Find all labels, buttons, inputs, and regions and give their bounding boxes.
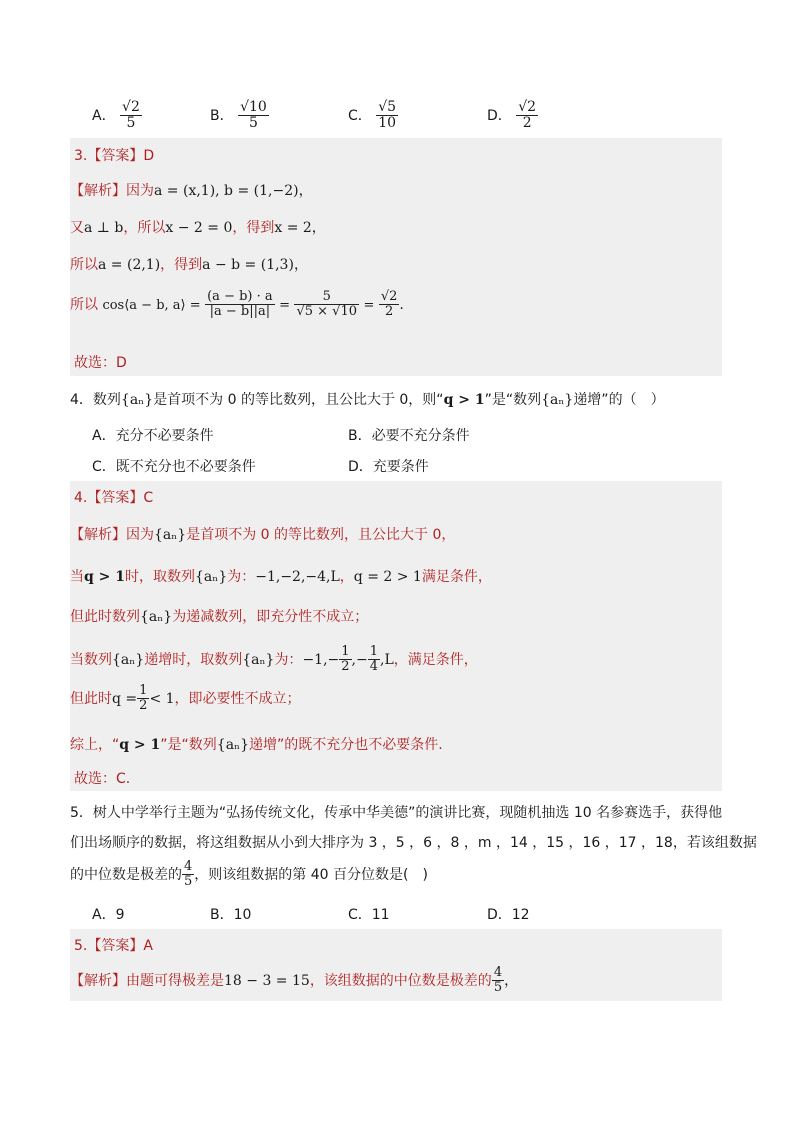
value-fraction (294, 290, 359, 320)
math: x = 2 (274, 220, 312, 236)
fraction-denominator: 2 (384, 304, 394, 320)
q5-answer: 5.【答案】A (74, 938, 153, 954)
math: q = 2 > 1 (353, 569, 422, 585)
math: {aₙ} (154, 527, 187, 543)
text: 为： (274, 651, 303, 668)
fraction-four-fifths (182, 860, 194, 890)
fraction-denominator: 10 (378, 115, 397, 132)
fraction-denominator: 5 (184, 874, 193, 890)
text: 综上，“ (70, 737, 120, 753)
cos-fraction (205, 290, 275, 320)
math: q > 1 (443, 392, 485, 408)
q2-option-b (210, 100, 269, 132)
math: a = (x,1), b = (1,−2) (154, 183, 299, 199)
q5-option-c: C．11 (348, 907, 390, 923)
math: = (279, 297, 290, 313)
text: 为递减数列，即充分性不成立； (172, 609, 369, 625)
text: 时，取数列 (125, 569, 196, 585)
fraction-denominator: 2 (522, 115, 532, 132)
text: 为： (227, 569, 256, 585)
text: 但此时 (70, 690, 112, 707)
text: 满足条件， (421, 569, 492, 585)
fraction-half (137, 684, 149, 714)
fraction-numerator: √10 (240, 99, 267, 115)
fraction-denominator: 5 (248, 115, 258, 132)
math: {aₙ} (541, 392, 574, 408)
text: ， (298, 183, 313, 199)
option-fraction (376, 100, 398, 132)
fraction-numerator: 5 (294, 290, 359, 305)
q2-option-d (487, 100, 538, 132)
q4-line-1 (70, 524, 455, 544)
fraction-denominator: |a − b||a| (209, 304, 271, 320)
option-fraction (238, 100, 269, 132)
option-label: A． (92, 107, 116, 124)
fraction-half (339, 645, 351, 675)
text: 但此时数列 (70, 609, 140, 625)
math: a ⊥ b (84, 220, 124, 236)
text: 因为 (126, 183, 154, 199)
option-label: B． (210, 107, 234, 124)
q2-option-c (348, 100, 398, 132)
math: {aₙ} (216, 737, 250, 753)
math: 18 − 3 = 15 (224, 972, 310, 989)
text: ，即必要性不成立； (174, 690, 301, 707)
math: {aₙ} (140, 609, 173, 625)
text: ，得到 (232, 220, 275, 236)
math: {aₙ} (195, 569, 228, 585)
text: ，该组数据的中位数是极差的 (309, 972, 492, 989)
fraction-numerator: 4 (493, 965, 503, 980)
q3-line-1 (70, 180, 313, 200)
math: {aₙ} (120, 392, 154, 408)
q4-option-a: A．充分不必要条件 (92, 428, 214, 444)
text: 所以 (70, 296, 98, 313)
text: 是首项不为 0 的等比数列，且公比大于 0， (186, 527, 456, 543)
q3-line-2 (70, 217, 326, 237)
text: ，满足条件， (393, 651, 478, 668)
text: ”是“数列 (160, 737, 217, 753)
math: {aₙ} (112, 651, 145, 668)
text: 递增”的既不充分也不必要条件. (249, 737, 443, 753)
option-label: D． (487, 107, 512, 124)
q5-line-3 (70, 860, 428, 890)
fraction-numerator: 4 (184, 859, 193, 874)
option-label: C． (348, 107, 372, 124)
math: −1,−2,−4,L (255, 569, 340, 585)
text: ”是“数列 (484, 392, 542, 408)
fraction-denominator: 2 (341, 659, 350, 675)
math: q = (112, 690, 138, 707)
analysis-tag: 【解析】 (70, 527, 126, 543)
q3-line-4 (70, 290, 404, 320)
text: 当 (70, 569, 84, 585)
q2-option-a (92, 100, 142, 132)
q4-answer: 4.【答案】C (74, 490, 154, 506)
q5-line-1: 5．树人中学举行主题为“弘扬传统文化，传承中华美德”的演讲比赛，现随机抽选 10 名参赛选手，获得他 (70, 805, 723, 821)
analysis-tag: 【解析】 (70, 972, 126, 989)
fraction-numerator: √2 (122, 99, 140, 115)
text: 递增时，取数列 (144, 651, 243, 668)
math: a = (2,1) (98, 257, 161, 273)
fraction-numerator: √2 (518, 99, 537, 115)
fraction-numerator: √5 (378, 99, 397, 115)
q4-final: 故选：C. (74, 771, 131, 787)
math: q > 1 (84, 569, 126, 585)
text: ， (311, 220, 326, 236)
text: 递增”的（ ） (573, 392, 665, 408)
fraction-numerator: √2 (380, 289, 398, 304)
fraction-denominator: 5 (493, 980, 503, 996)
text: 又 (70, 220, 84, 236)
text: 是首项不为 0 的等比数列，且公比大于 0，则“ (153, 392, 444, 408)
analysis-tag: 【解析】 (70, 183, 126, 199)
q4-option-b: B．必要不充分条件 (348, 428, 470, 444)
fraction-denominator: √5 × √10 (296, 304, 357, 320)
q4-option-c: C．既不充分也不必要条件 (92, 459, 256, 475)
math: ,− (351, 651, 368, 668)
fraction-denominator: 2 (139, 698, 148, 714)
text: 的中位数是极差的 (70, 866, 182, 883)
q3-final: 故选：D (74, 355, 127, 371)
q5-option-b: B．10 (210, 907, 252, 923)
text: 4．数列 (70, 392, 121, 408)
text: ，则该组数据的第 40 百分位数是( ) (194, 866, 428, 883)
q5-option-a: A．9 (92, 907, 125, 923)
q4-line-2 (70, 566, 492, 586)
q4-line-5 (70, 684, 301, 714)
math: q > 1 (119, 737, 161, 753)
fraction-four-fifths (492, 966, 504, 996)
result-fraction (379, 290, 400, 320)
text: 当数列 (70, 651, 112, 668)
math: x − 2 = 0 (165, 220, 233, 236)
q4-stem (70, 389, 665, 409)
text: 所以 (70, 257, 98, 273)
fraction-denominator: 5 (126, 115, 136, 132)
q4-line-6 (70, 734, 443, 754)
text: ， (339, 569, 354, 585)
math: ,L (380, 651, 394, 668)
math: −1,− (302, 651, 340, 668)
q3-answer: 3.【答案】D (74, 148, 155, 164)
q3-line-3 (70, 254, 308, 274)
fraction-quarter (368, 645, 380, 675)
math: {aₙ} (242, 651, 275, 668)
fraction-numerator: 1 (139, 683, 148, 698)
q5-line-solution (70, 966, 518, 996)
q4-option-d: D．充要条件 (348, 459, 429, 475)
text: ， (293, 257, 308, 273)
math: cos⟨a − b, a⟩ = (102, 297, 201, 313)
fraction-numerator: 1 (341, 644, 350, 659)
math: < 1 (149, 690, 175, 707)
text: 由题可得极差是 (126, 972, 224, 989)
math: a − b = (1,3) (202, 257, 294, 273)
math: = (363, 297, 375, 313)
text: . (399, 296, 404, 313)
q5-line-2: 们出场顺序的数据，将这组数据从小到大排序为 3 ，5 ，6 ，8 ，m ，14 ，15 ，16 ，17 ，18，若该组数据 (70, 835, 757, 851)
text: 因为 (126, 527, 154, 543)
text: ，得到 (160, 257, 203, 273)
q4-line-3 (70, 606, 368, 626)
fraction-denominator: 4 (369, 659, 379, 675)
text: ，所以 (123, 220, 166, 236)
q4-line-4 (70, 645, 478, 675)
fraction-numerator: 1 (369, 644, 379, 659)
text: ， (504, 972, 519, 989)
option-fraction (120, 100, 142, 132)
q5-option-d: D．12 (487, 907, 530, 923)
option-fraction (516, 100, 538, 132)
fraction-numerator: (a − b) · a (207, 289, 273, 304)
